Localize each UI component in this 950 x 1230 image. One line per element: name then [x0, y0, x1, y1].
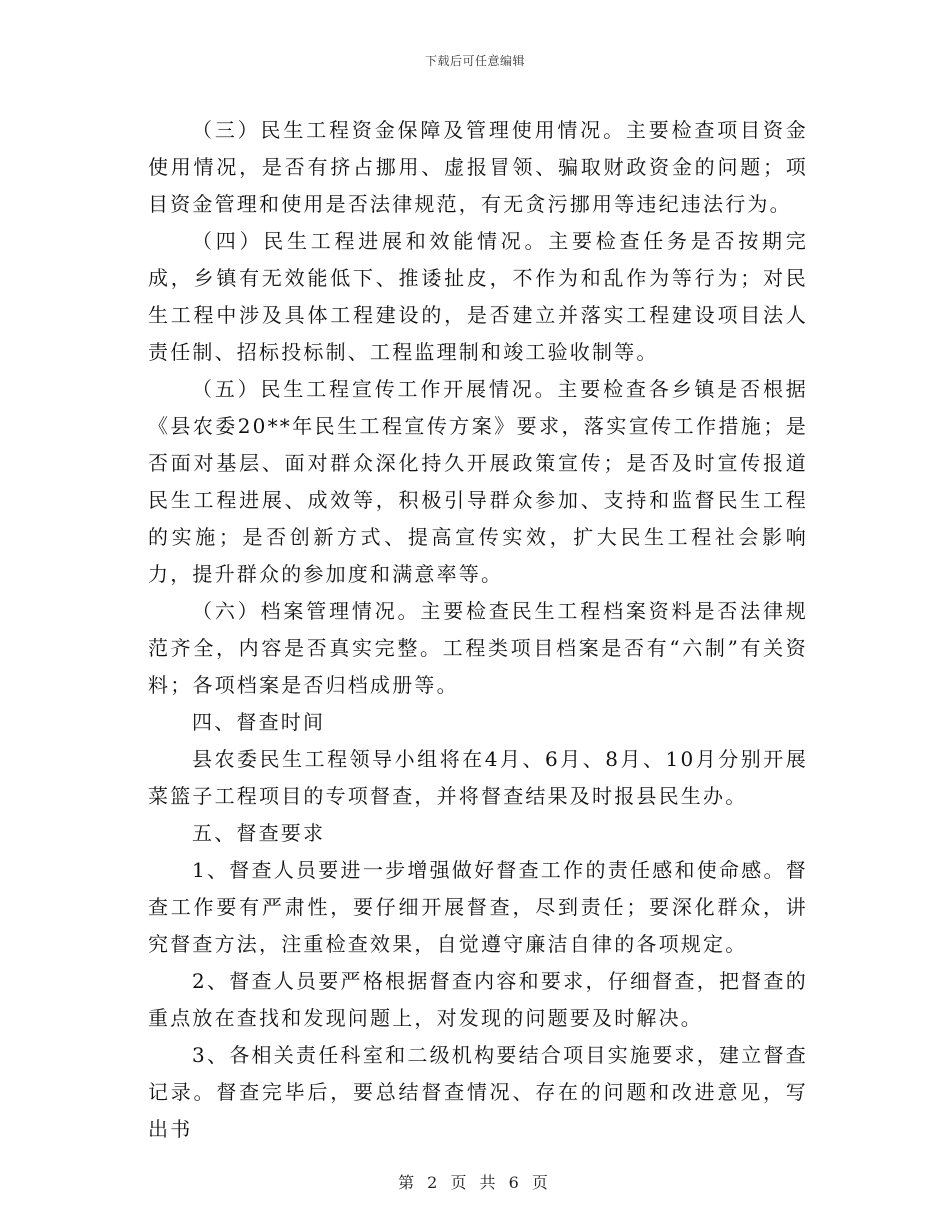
- paragraph-archive-check: （六）档案管理情况。主要检查民生工程档案资料是否法律规范齐全，内容是否真实完整。工程类项目档案是否有“六制”有关资料；各项档案是否归档成册等。: [148, 599, 808, 697]
- paragraph-funding-check: （三）民生工程资金保障及管理使用情况。主要检查项目资金使用情况，是否有挤占挪用、虚报冒领、骗取财政资金的问题；项目资金管理和使用是否法律规范，有无贪污挪用等违纪违法行为。: [148, 118, 808, 216]
- section-heading-schedule: 四、督查时间: [192, 710, 326, 734]
- page-header: 下载后可任意编辑: [424, 54, 525, 68]
- paragraph-requirement-1: 1、督查人员要进一步增强做好督查工作的责任感和使命感。督查工作要有严肃性，要仔细开展督查，尽到责任；要深化群众，讲究督查方法，注重检查效果，自觉遵守廉洁自律的各项规定。: [148, 858, 808, 956]
- paragraph-schedule: 县农委民生工程领导小组将在4月、6月、8月、10月分别开展菜篮子工程项目的专项督查，并将督查结果及时报县民生办。: [148, 747, 808, 808]
- paragraph-requirement-2: 2、督查人员要严格根据督查内容和要求，仔细督查，把督查的重点放在查找和发现问题上，对发现的问题要及时解决。: [148, 969, 808, 1030]
- page-number-footer: 第 2 页 共 6 页: [398, 1173, 552, 1192]
- paragraph-progress-check: （四）民生工程进展和效能情况。主要检查任务是否按期完成，乡镇有无效能低下、推诿扯皮，不作为和乱作为等行为；对民生工程中涉及具体工程建设的，是否建立并落实工程建设项目法人责任制、招标投标制、工程监理制和竣工验收制等。: [148, 229, 808, 364]
- section-heading-requirements: 五、督查要求: [192, 821, 326, 845]
- paragraph-publicity-check: （五）民生工程宣传工作开展情况。主要检查各乡镇是否根据《县农委20**年民生工程宣传方案》要求，落实宣传工作措施；是否面对基层、面对群众深化持久开展政策宣传；是否及时宣传报道民生工程进展、成效等，积极引导群众参加、支持和监督民生工程的实施；是否创新方式、提高宣传实效，扩大民生工程社会影响力，提升群众的参加度和满意率等。: [148, 377, 808, 586]
- document-body: [148, 112, 808, 1148]
- paragraph-requirement-3: 3、各相关责任科室和二级机构要结合项目实施要求，建立督查记录。督查完毕后，要总结督查情况、存在的问题和改进意见，写出书: [148, 1043, 808, 1141]
